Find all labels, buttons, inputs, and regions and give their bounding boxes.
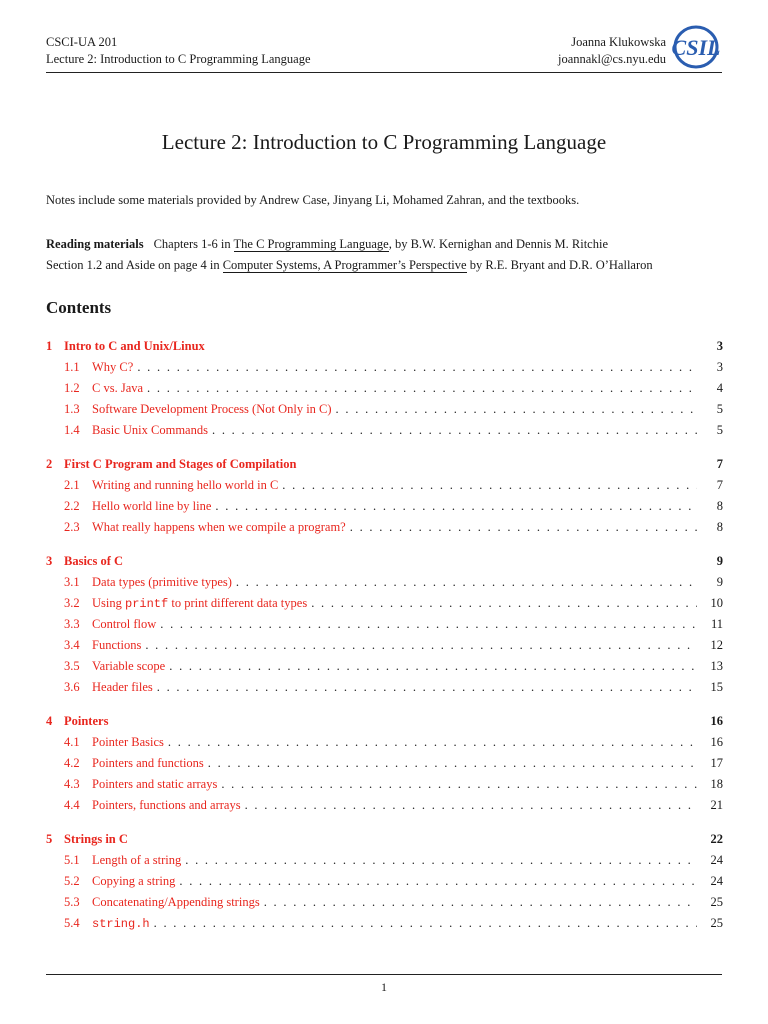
toc-subsection-number: 5.3 — [64, 895, 80, 909]
toc-subsection-link[interactable] — [46, 614, 723, 635]
toc-subsection-number: 1.1 — [64, 360, 80, 374]
toc-subsection-title — [92, 913, 150, 935]
toc-subsection-title-post: to print different data types — [168, 596, 308, 610]
toc-dot-leader — [169, 656, 697, 677]
toc-subsection-page: 11 — [710, 617, 723, 631]
toc-subsection-link[interactable] — [46, 475, 723, 496]
page-number: 1 — [381, 980, 387, 994]
toc-subsection-page: 9 — [716, 575, 723, 589]
toc-subsection-title-text: Basic Unix Commands — [92, 423, 208, 437]
toc-subsection-page: 8 — [716, 520, 723, 534]
toc-dot-leader — [137, 357, 697, 378]
toc-subsection-link[interactable] — [46, 496, 723, 517]
toc-subsection-title-text: Control flow — [92, 617, 157, 631]
toc-section-link[interactable] — [46, 829, 723, 850]
toc-subsection-title-text: Header files — [92, 680, 153, 694]
toc-subsection-title-text: Data types (primitive types) — [92, 575, 232, 589]
toc-subsection-number: 5.4 — [64, 916, 80, 930]
author-email: joannakl@cs.nyu.edu — [557, 52, 666, 66]
toc-dot-leader — [145, 635, 697, 656]
lecture-name: Lecture 2: Introduction to C Programming Language — [46, 52, 311, 66]
toc-subsection-link[interactable] — [46, 871, 723, 892]
reading-label: Reading materials — [46, 237, 144, 251]
toc-dot-leader — [168, 732, 697, 753]
toc-section-page: 3 — [716, 339, 723, 353]
author-name: Joanna Klukowska — [571, 35, 666, 49]
toc-subsection-code: printf — [125, 597, 169, 611]
toc-subsection-title — [92, 399, 332, 420]
toc-subsection-title-text: Software Development Process (Not Only in C) — [92, 402, 332, 416]
toc-section-title: Intro to C and Unix/Linux — [64, 339, 205, 353]
toc-subsection-link[interactable] — [46, 850, 723, 871]
toc-subsection-title-text: Pointers and static arrays — [92, 777, 218, 791]
toc-subsection-title — [92, 850, 181, 871]
reading-book-2: Computer Systems, A Programmer’s Perspective — [222, 258, 467, 272]
toc-dot-leader — [215, 496, 697, 517]
toc-subsection-title — [92, 614, 156, 635]
toc-subsection-number: 4.1 — [64, 735, 80, 749]
toc-subsection-title — [92, 732, 164, 753]
toc-subsection-number: 3.3 — [64, 617, 80, 631]
toc-subsection-title-text: Concatenating/Appending strings — [92, 895, 260, 909]
toc-subsection-link[interactable] — [46, 399, 723, 420]
toc-section-page: 9 — [716, 554, 723, 568]
toc-subsection-number: 4.2 — [64, 756, 80, 770]
toc-subsection-number: 5.2 — [64, 874, 80, 888]
toc-subsection-link[interactable] — [46, 420, 723, 441]
header-left — [46, 34, 311, 68]
toc-subsection-link[interactable] — [46, 635, 723, 656]
toc-subsection-page: 8 — [716, 499, 723, 513]
course-code: CSCI-UA 201 — [46, 35, 118, 49]
toc-subsection-link[interactable] — [46, 892, 723, 913]
toc-subsection-title — [92, 378, 143, 399]
toc-dot-leader — [212, 420, 697, 441]
reading-line2-post: by R.E. Bryant and D.R. O’Hallaron — [466, 258, 653, 272]
toc-subsection-title-text: Pointers, functions and arrays — [92, 798, 241, 812]
toc-subsection-title — [92, 475, 278, 496]
toc-section — [46, 829, 723, 934]
toc-subsection-link[interactable] — [46, 378, 723, 399]
toc-subsection-page: 16 — [710, 735, 723, 749]
toc-section-title: Basics of C — [64, 554, 124, 568]
toc-subsection-number: 2.2 — [64, 499, 80, 513]
toc-subsection-page: 21 — [710, 798, 723, 812]
toc-subsection-link[interactable] — [46, 913, 723, 934]
toc-dot-leader — [179, 871, 697, 892]
toc-subsection-page: 13 — [710, 659, 723, 673]
toc-section-title: First C Program and Stages of Compilation — [64, 457, 297, 471]
reading-materials — [46, 234, 653, 276]
toc-subsection-number: 3.1 — [64, 575, 80, 589]
toc-dot-leader — [336, 399, 697, 420]
toc-section-page: 16 — [710, 714, 723, 728]
toc-subsection-number: 3.2 — [64, 596, 80, 610]
toc-subsection-number: 5.1 — [64, 853, 80, 867]
toc-dot-leader — [185, 850, 697, 871]
toc-section — [46, 551, 723, 698]
toc-dot-leader — [221, 774, 697, 795]
toc-dot-leader — [236, 572, 697, 593]
reading-line2-pre: Section 1.2 and Aside on page 4 in — [46, 258, 223, 272]
toc-section-title: Strings in C — [64, 832, 128, 846]
toc-subsection-link[interactable] — [46, 517, 723, 538]
toc-section — [46, 454, 723, 538]
csil-logo — [672, 24, 720, 70]
toc-subsection-number: 2.3 — [64, 520, 80, 534]
toc-subsection-link[interactable] — [46, 795, 723, 816]
toc-dot-leader — [157, 677, 697, 698]
toc-subsection-number: 3.5 — [64, 659, 80, 673]
toc-subsection-link[interactable] — [46, 357, 723, 378]
toc-subsection-link[interactable] — [46, 572, 723, 593]
toc-section-number: 2 — [46, 457, 53, 471]
toc-dot-leader — [264, 892, 697, 913]
toc-subsection-page: 3 — [716, 360, 723, 374]
toc-dot-leader — [147, 378, 697, 399]
toc-subsection-number: 4.4 — [64, 798, 80, 812]
toc-subsection-title — [92, 357, 133, 378]
toc-subsection-page: 5 — [716, 402, 723, 416]
toc-subsection-title-text: Pointers and functions — [92, 756, 204, 770]
toc-subsection-title-text: Copying a string — [92, 874, 176, 888]
toc-subsection-title-pre: Using — [92, 596, 125, 610]
reading-line1-post: , by B.W. Kernighan and Dennis M. Ritchie — [388, 237, 609, 251]
toc-subsection-link[interactable] — [46, 656, 723, 677]
document-title: Lecture 2: Introduction to C Programming Language — [161, 130, 607, 154]
toc-subsection-page: 4 — [716, 381, 723, 395]
toc-subsection-title — [92, 892, 260, 913]
toc-subsection-number: 1.4 — [64, 423, 80, 437]
toc-dot-leader — [208, 753, 697, 774]
toc-subsection-title — [92, 795, 241, 816]
toc-subsection-title-text: C vs. Java — [92, 381, 144, 395]
toc-subsection-title — [92, 677, 153, 698]
toc-subsection-title — [92, 635, 141, 656]
toc-section-link[interactable] — [46, 551, 723, 572]
toc-section-title: Pointers — [64, 714, 109, 728]
toc-subsection-title-text: Writing and running hello world in C — [92, 478, 279, 492]
toc-section-page: 22 — [710, 832, 723, 846]
toc-subsection-link[interactable] — [46, 774, 723, 795]
toc-section-link[interactable] — [46, 454, 723, 475]
toc-section — [46, 336, 723, 441]
toc-subsection-title — [92, 593, 307, 615]
toc-subsection-title — [92, 753, 204, 774]
toc-subsection-number: 3.4 — [64, 638, 80, 652]
toc-section-link[interactable] — [46, 336, 723, 357]
toc-subsection-number: 4.3 — [64, 777, 80, 791]
logo-text: CSIL — [672, 35, 720, 60]
toc-subsection-page: 25 — [710, 916, 723, 930]
toc-subsection-number: 1.2 — [64, 381, 80, 395]
toc-dot-leader — [160, 614, 697, 635]
toc-subsection-title-text: Length of a string — [92, 853, 182, 867]
toc-dot-leader — [154, 913, 697, 934]
toc-dot-leader — [350, 517, 697, 538]
toc-subsection-title — [92, 656, 165, 677]
toc-subsection-number: 1.3 — [64, 402, 80, 416]
table-of-contents — [46, 336, 723, 934]
toc-section-number: 5 — [46, 832, 53, 846]
toc-subsection-page: 18 — [710, 777, 723, 791]
toc-subsection-title-text: Functions — [92, 638, 142, 652]
toc-subsection-link[interactable] — [46, 593, 723, 614]
toc-dot-leader — [282, 475, 697, 496]
toc-section — [46, 711, 723, 816]
toc-subsection-page: 10 — [710, 596, 723, 610]
toc-subsection-number: 3.6 — [64, 680, 80, 694]
reading-line1-pre: Chapters 1-6 in — [153, 237, 234, 251]
toc-subsection-title — [92, 420, 208, 441]
toc-subsection-number: 2.1 — [64, 478, 80, 492]
toc-subsection-page: 24 — [710, 853, 723, 867]
toc-section-number: 4 — [46, 714, 53, 728]
toc-dot-leader — [311, 593, 697, 614]
toc-dot-leader — [245, 795, 697, 816]
toc-section-number: 3 — [46, 554, 53, 568]
toc-subsection-link[interactable] — [46, 732, 723, 753]
toc-subsection-title-text: Why C? — [92, 360, 134, 374]
toc-section-number: 1 — [46, 339, 53, 353]
header-rule — [46, 72, 722, 73]
footer-rule — [46, 974, 722, 975]
toc-subsection-title — [92, 774, 217, 795]
toc-subsection-title — [92, 496, 211, 517]
toc-subsection-page: 7 — [716, 478, 723, 492]
toc-subsection-page: 25 — [710, 895, 723, 909]
toc-subsection-page: 17 — [710, 756, 723, 770]
toc-subsection-code: string.h — [92, 917, 150, 931]
toc-subsection-title — [92, 517, 346, 538]
contents-heading: Contents — [46, 298, 112, 317]
reading-book-1: The C Programming Language — [233, 237, 389, 251]
materials-note: Notes include some materials provided by Andrew Case, Jinyang Li, Mohamed Zahran, and the textbooks. — [46, 193, 580, 207]
header-right — [558, 34, 666, 68]
toc-subsection-page: 12 — [710, 638, 723, 652]
toc-subsection-page: 15 — [710, 680, 723, 694]
toc-subsection-title-text: Hello world line by line — [92, 499, 212, 513]
toc-subsection-title — [92, 871, 175, 892]
toc-subsection-page: 5 — [716, 423, 723, 437]
toc-section-page: 7 — [716, 457, 723, 471]
toc-subsection-title-text: Variable scope — [92, 659, 166, 673]
toc-subsection-title-text: What really happens when we compile a program? — [92, 520, 346, 534]
toc-subsection-link[interactable] — [46, 753, 723, 774]
toc-subsection-title — [92, 572, 232, 593]
toc-subsection-link[interactable] — [46, 677, 723, 698]
toc-section-link[interactable] — [46, 711, 723, 732]
toc-subsection-title-text: Pointer Basics — [92, 735, 164, 749]
toc-subsection-page: 24 — [710, 874, 723, 888]
